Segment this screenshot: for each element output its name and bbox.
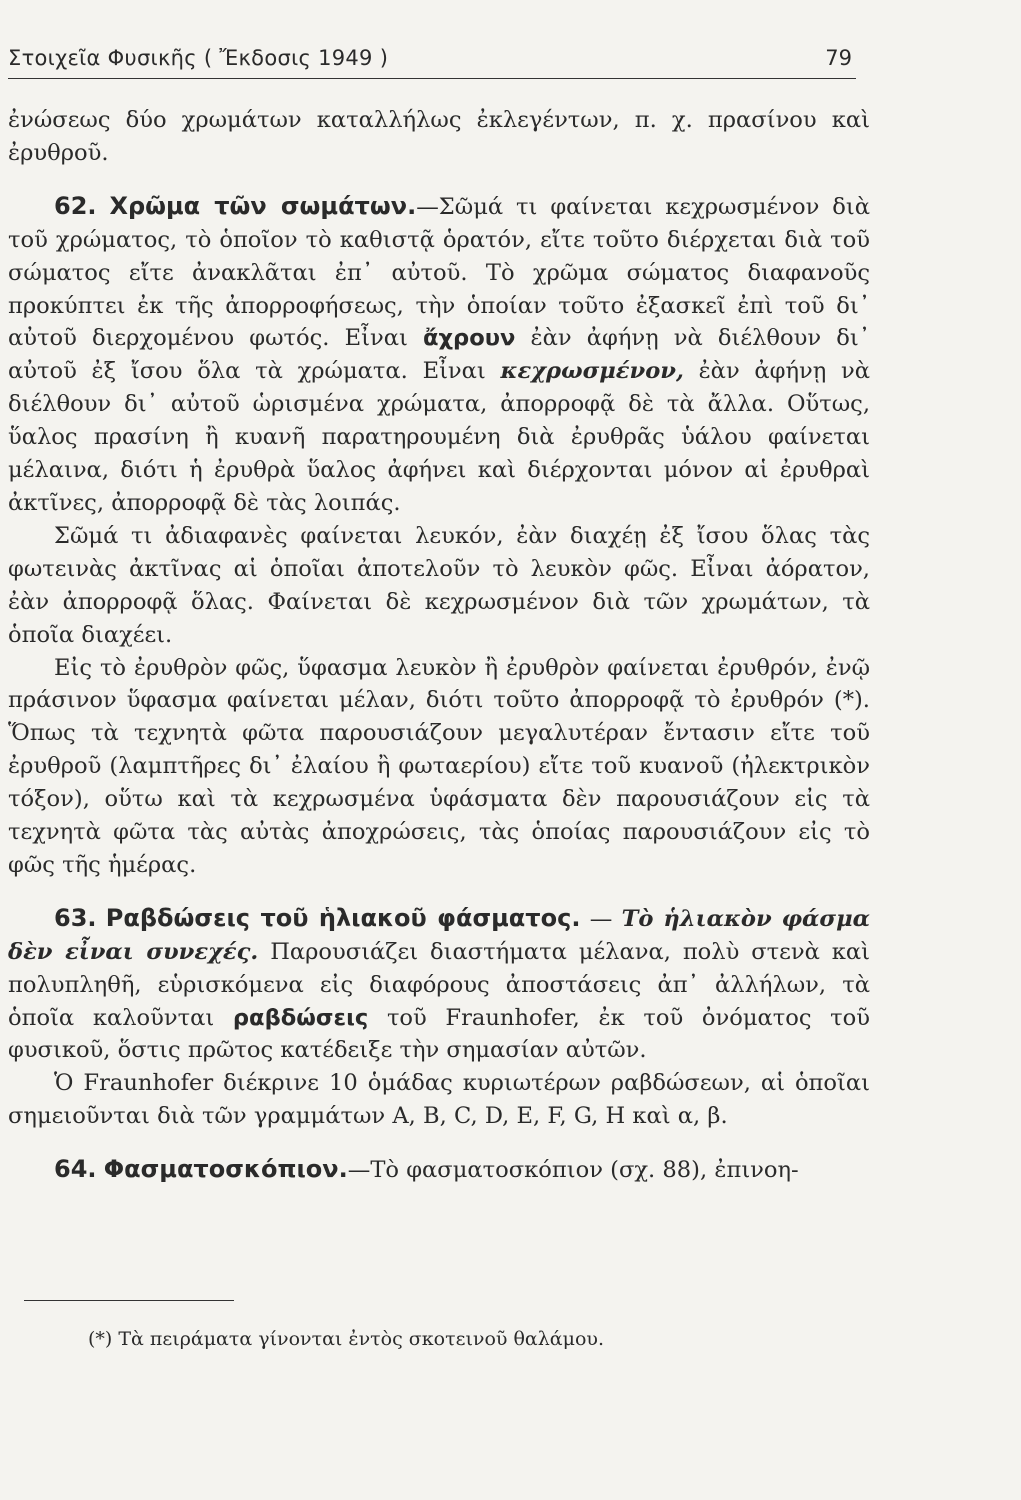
em-dash: — xyxy=(589,905,613,932)
paragraph-text: —Τὸ φασματοσκόπιον (σχ. 88), ἐπινοη- xyxy=(347,1157,799,1184)
section-title: Φασματοσκόπιον. xyxy=(103,1155,348,1184)
paragraph-opaque-bodies xyxy=(8,520,870,652)
section-63 xyxy=(8,902,870,1068)
section-title: Χρῶμα τῶν σωμάτων. xyxy=(109,191,417,220)
section-number: 64. xyxy=(54,1155,97,1184)
section-number: 62. xyxy=(54,191,97,220)
body-text xyxy=(8,104,870,1187)
paragraph-text: Ὁ Fraunhofer διέκρινε 10 ὁμάδας κυριωτέρων ραβδώσεων, αἱ ὁποῖαι σημειοῦνται διὰ τῶν γραμμάτων A, B, C, D, E, F, G, H καὶ α, β. xyxy=(8,1070,870,1130)
paragraph-text: τοῦ Fraunhofer, ἐκ τοῦ ὀνόματος τοῦ φυσικοῦ, ὅστις πρῶτος κατέδειξε τὴν σημασίαν αὐτῶν. xyxy=(8,1004,871,1064)
section-lead: Τὸ ἡλιακὸν φάσμα δὲν εἶναι συνεχές. xyxy=(8,905,871,965)
running-header xyxy=(8,44,856,79)
paragraph-fraunhofer-groups xyxy=(8,1067,870,1133)
keyword-kechrosmenon: κεχρωσμένον, xyxy=(500,358,684,385)
page-number: 79 xyxy=(825,46,852,70)
paragraph-text: ἐὰν ἀφήνῃ νὰ διέλθουν δι᾽ αὐτοῦ ὡρισμένα χρώματα, ἀπορροφᾷ δὲ τὰ ἄλλα. Οὕτως, ὕαλος πρασίνη ἢ κυανῆ παρατηρουμένη διὰ ἐρυθρᾶς ὑάλου φαίνεται μέλαινα, διότι ἡ ἐρυθρὰ ὕαλος ἀφήνει καὶ διέρχονται μόνον αἱ ἐρυθραὶ ἀκτῖνες, ἀπορροφᾷ δὲ τὰς λοιπάς. xyxy=(8,358,871,516)
footnote: (*) Τὰ πειράματα γίνονται ἐντὸς σκοτεινοῦ θαλάμου. xyxy=(88,1328,604,1350)
paragraph-text: ἐὰν ἀφήνῃ νὰ διέλθουν δι᾽ αὐτοῦ ἐξ ἴσου ὅλα τὰ χρώματα. Εἶναι xyxy=(8,325,870,385)
paragraph-text: Εἰς τὸ ἐρυθρὸν φῶς, ὕφασμα λευκὸν ἢ ἐρυθρὸν φαίνεται ἐρυθρόν, ἐνῷ πράσινον ὕφασμα φαίνεται μέλαν, διότι τοῦτο ἀπορροφᾷ τὸ ἐρυθρόν (*). Ὅπως τὰ τεχνητὰ φῶτα παρουσιάζουν μεγαλυτέραν ἔντασιν εἴτε τοῦ ἐρυθροῦ (λαμπτῆρες δι᾽ ἐλαίου ἢ φωταερίου) εἴτε τοῦ κυανοῦ (ἠλεκτρικὸν τόξον), οὕτω καὶ τὰ κεχρωσμένα ὑφάσματα δὲν παρουσιάζουν εἰς τὰ τεχνητὰ φῶτα τὰς αὐτὰς ἀποχρώσεις, τὰς ὁποίας παρουσιάζουν εἰς τὸ φῶς τῆς ἡμέρας. xyxy=(8,654,870,878)
keyword-achroun: ἄχρουν xyxy=(422,325,516,352)
paragraph-text: Σῶμά τι ἀδιαφανὲς φαίνεται λευκόν, ἐὰν διαχέῃ ἐξ ἴσου ὅλας τὰς φωτεινὰς ἀκτῖνας αἱ ὁποῖαι ἀποτελοῦν τὸ λευκὸν φῶς. Εἶναι ἀόρατον, ἐὰν ἀπορροφᾷ ὅλας. Φαίνεται δὲ κεχρωσμένον διὰ τῶν χρωμάτων, τὰ ὁποῖα διαχέει. xyxy=(8,522,870,648)
paragraph-red-light xyxy=(8,652,870,882)
section-62 xyxy=(8,190,870,520)
section-64 xyxy=(8,1153,870,1187)
paragraph-text: ἐνώσεως δύο χρωμάτων καταλλήλως ἐκλεγέντων, π. χ. πρασίνου καὶ ἐρυθροῦ. xyxy=(8,107,870,166)
paragraph-continuation xyxy=(8,104,870,170)
section-number: 63. xyxy=(54,903,97,932)
book-title: Στοιχεῖα Φυσικῆς ( Ἔκδοσις 1949 ) xyxy=(8,46,389,70)
paragraph-text: —Σῶμά τι φαίνεται κεχρωσμένον διὰ τοῦ χρώματος, τὸ ὁποῖον τὸ καθιστᾷ ὁρατόν, εἴτε τοῦτο διέρχεται διὰ τοῦ σώματος εἴτε ἀνακλᾶται ἐπ᾽ αὐτοῦ. Τὸ χρῶμα σώματος διαφανοῦς προκύπτει ἐκ τῆς ἀπορροφήσεως, τὴν ὁποίαν τοῦτο ἐξασκεῖ ἐπὶ τοῦ δι᾽ αὐτοῦ διερχομένου φωτός. Εἶναι xyxy=(8,193,871,352)
paragraph-text: Παρουσιάζει διαστήματα μέλανα, πολὺ στενὰ καὶ πολυπληθῆ, εὑρισκόμενα εἰς διαφόρους ἀποστάσεις ἀπ᾽ ἀλλήλων, τὰ ὁποῖα καλοῦνται xyxy=(8,938,870,1031)
footnote-divider xyxy=(24,1300,234,1301)
keyword-rabdoseis: ραβδώσεις xyxy=(232,1004,369,1031)
section-title: Ραβδώσεις τοῦ ἡλιακοῦ φάσματος. xyxy=(105,903,581,932)
